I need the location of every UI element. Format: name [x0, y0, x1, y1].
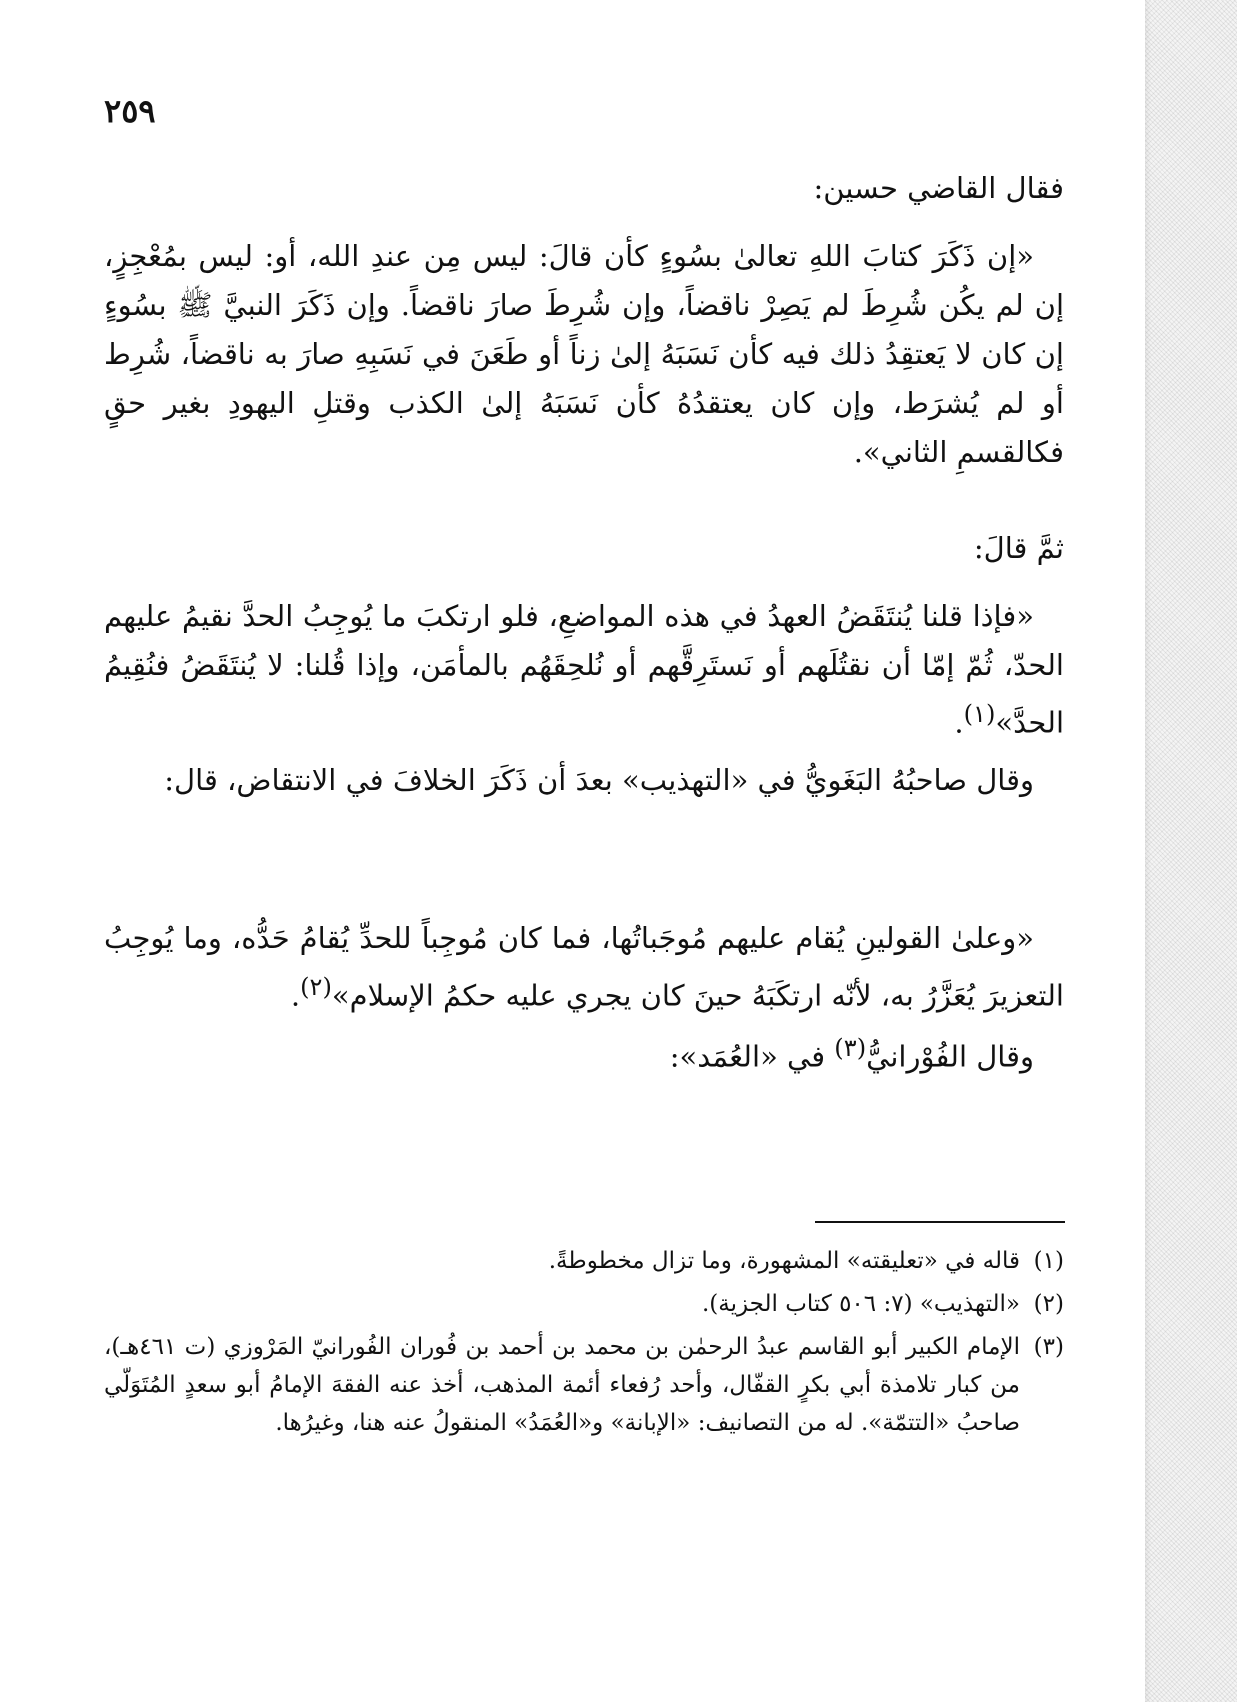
- paragraph-baghawi-quote: [104, 914, 1064, 1021]
- main-text-3: [104, 524, 1064, 573]
- footnote-ref-1[interactable]: (١): [963, 700, 996, 728]
- paragraph-furani-name: وقال الفُوْرانيُّ: [866, 1039, 1034, 1074]
- paragraph-qadi-husayn-quote: «إن ذَكَرَ كتابَ اللهِ تعالىٰ بسُوءٍ كأن قالَ: ليس مِن عندِ الله، أو: ليس بمُعْجِزٍ، إن لم يكُن شُرِطَ لم يَصِرْ ناقضاً، وإن شُرِطَ صارَ ناقضاً. وإن ذَكَرَ النبيَّ ﷺ بسُوءٍ إن كان لا يَعتقِدُ ذلك فيه كأن نَسَبَهُ إلىٰ زناً أو طَعَنَ في نَسَبِهِ صارَ به ناقضاً، شُرِط أو لم يُشرَط، وإن كان يعتقدُهُ كأن نَسَبَهُ إلىٰ الكذب وقتلِ اليهودِ بغير حقٍ فكالقسمِ الثاني».: [104, 239, 1064, 469]
- main-text-5: [104, 756, 1064, 805]
- page-number: ٢٥٩: [104, 92, 156, 130]
- footnote-number: (١): [1033, 1248, 1064, 1274]
- paragraph-breach-text: «فإذا قلنا يُنتَقَضُ العهدُ في هذه المواضعِ، فلو ارتكبَ ما يُوجِبُ الحدَّ نقيمُ عليهم الحدّ، ثُمّ إمّا أن نقتُلَهم أو نَستَرِقَّهم أو نُلحِقَهُم بالمأمَن، وإذا قُلنا: لا يُنتَقَضُ فنُقِيمُ الحدَّ»: [104, 599, 1064, 740]
- footnote-text: الإمام الكبير أبو القاسم عبدُ الرحمٰن بن محمد بن أحمد بن فُوران الفُورانيّ المَرْوزي (ت ٤٦١هـ)، من كبار تلامذة أبي بكرٍ القفّال، وأحد رُفعاء أئمة المذهب، أخذ عنه الفقهَ الإمامُ أبو سعدٍ المُتَوَلّي صاحبُ «التتمّة». له من التصانيف: «الإبانة» و«العُمَدُ» المنقولُ عنه هنا، وغيرُها.: [104, 1334, 1020, 1436]
- paragraph-furani-intro: [104, 1024, 1064, 1082]
- paragraph-then-said: ثمَّ قالَ:: [973, 531, 1064, 565]
- paragraph-qadi-husayn-intro: فقال القاضي حسين:: [813, 171, 1064, 205]
- footnote-ref-2[interactable]: (٢): [300, 973, 332, 1001]
- main-text-7: [104, 1024, 1064, 1082]
- footnote-3: [104, 1328, 1064, 1442]
- paragraph-baghawi-intro: وقال صاحبُهُ البَغَويُّ في «التهذيب» بعدَ أن ذَكَرَ الخلافَ في الانتقاض، قال:: [164, 763, 1034, 797]
- main-text-4: [104, 592, 1064, 748]
- paragraph-breach-quote: [104, 592, 1064, 748]
- footnote-number: (٢): [1033, 1291, 1064, 1317]
- footnote-ref-3[interactable]: (٣): [834, 1034, 867, 1062]
- main-text-6: [104, 914, 1064, 1021]
- main-text-2: [104, 232, 1064, 477]
- footnote-text: «التهذيب» (٧: ٥٠٦ كتاب الجزية).: [701, 1291, 1020, 1317]
- scan-edge-texture: [1145, 0, 1237, 1702]
- footnotes: [104, 1242, 1064, 1447]
- footnote-1: [104, 1242, 1064, 1280]
- paragraph-furani-book: في «العُمَد»:: [669, 1039, 835, 1074]
- paragraph-baghawi-text: «وعلىٰ القولينِ يُقام عليهم مُوجَباتُها، فما كان مُوجِباً للحدِّ يُقامُ حَدُّه، وما يُوجِبُ التعزيرَ يُعَزَّرُ به، لأنّه ارتكَبَهُ حينَ كان يجري عليه حكمُ الإسلام»: [104, 921, 1064, 1013]
- main-text-1: [104, 164, 1064, 213]
- paragraph-breach-end: .: [954, 705, 964, 740]
- paragraph-baghawi-end: .: [290, 978, 301, 1013]
- footnote-2: [104, 1285, 1064, 1323]
- footnote-text: قاله في «تعليقته» المشهورة، وما تزال مخطوطةً.: [548, 1248, 1020, 1274]
- footnote-separator: [815, 1221, 1065, 1223]
- footnote-number: (٣): [1033, 1334, 1064, 1360]
